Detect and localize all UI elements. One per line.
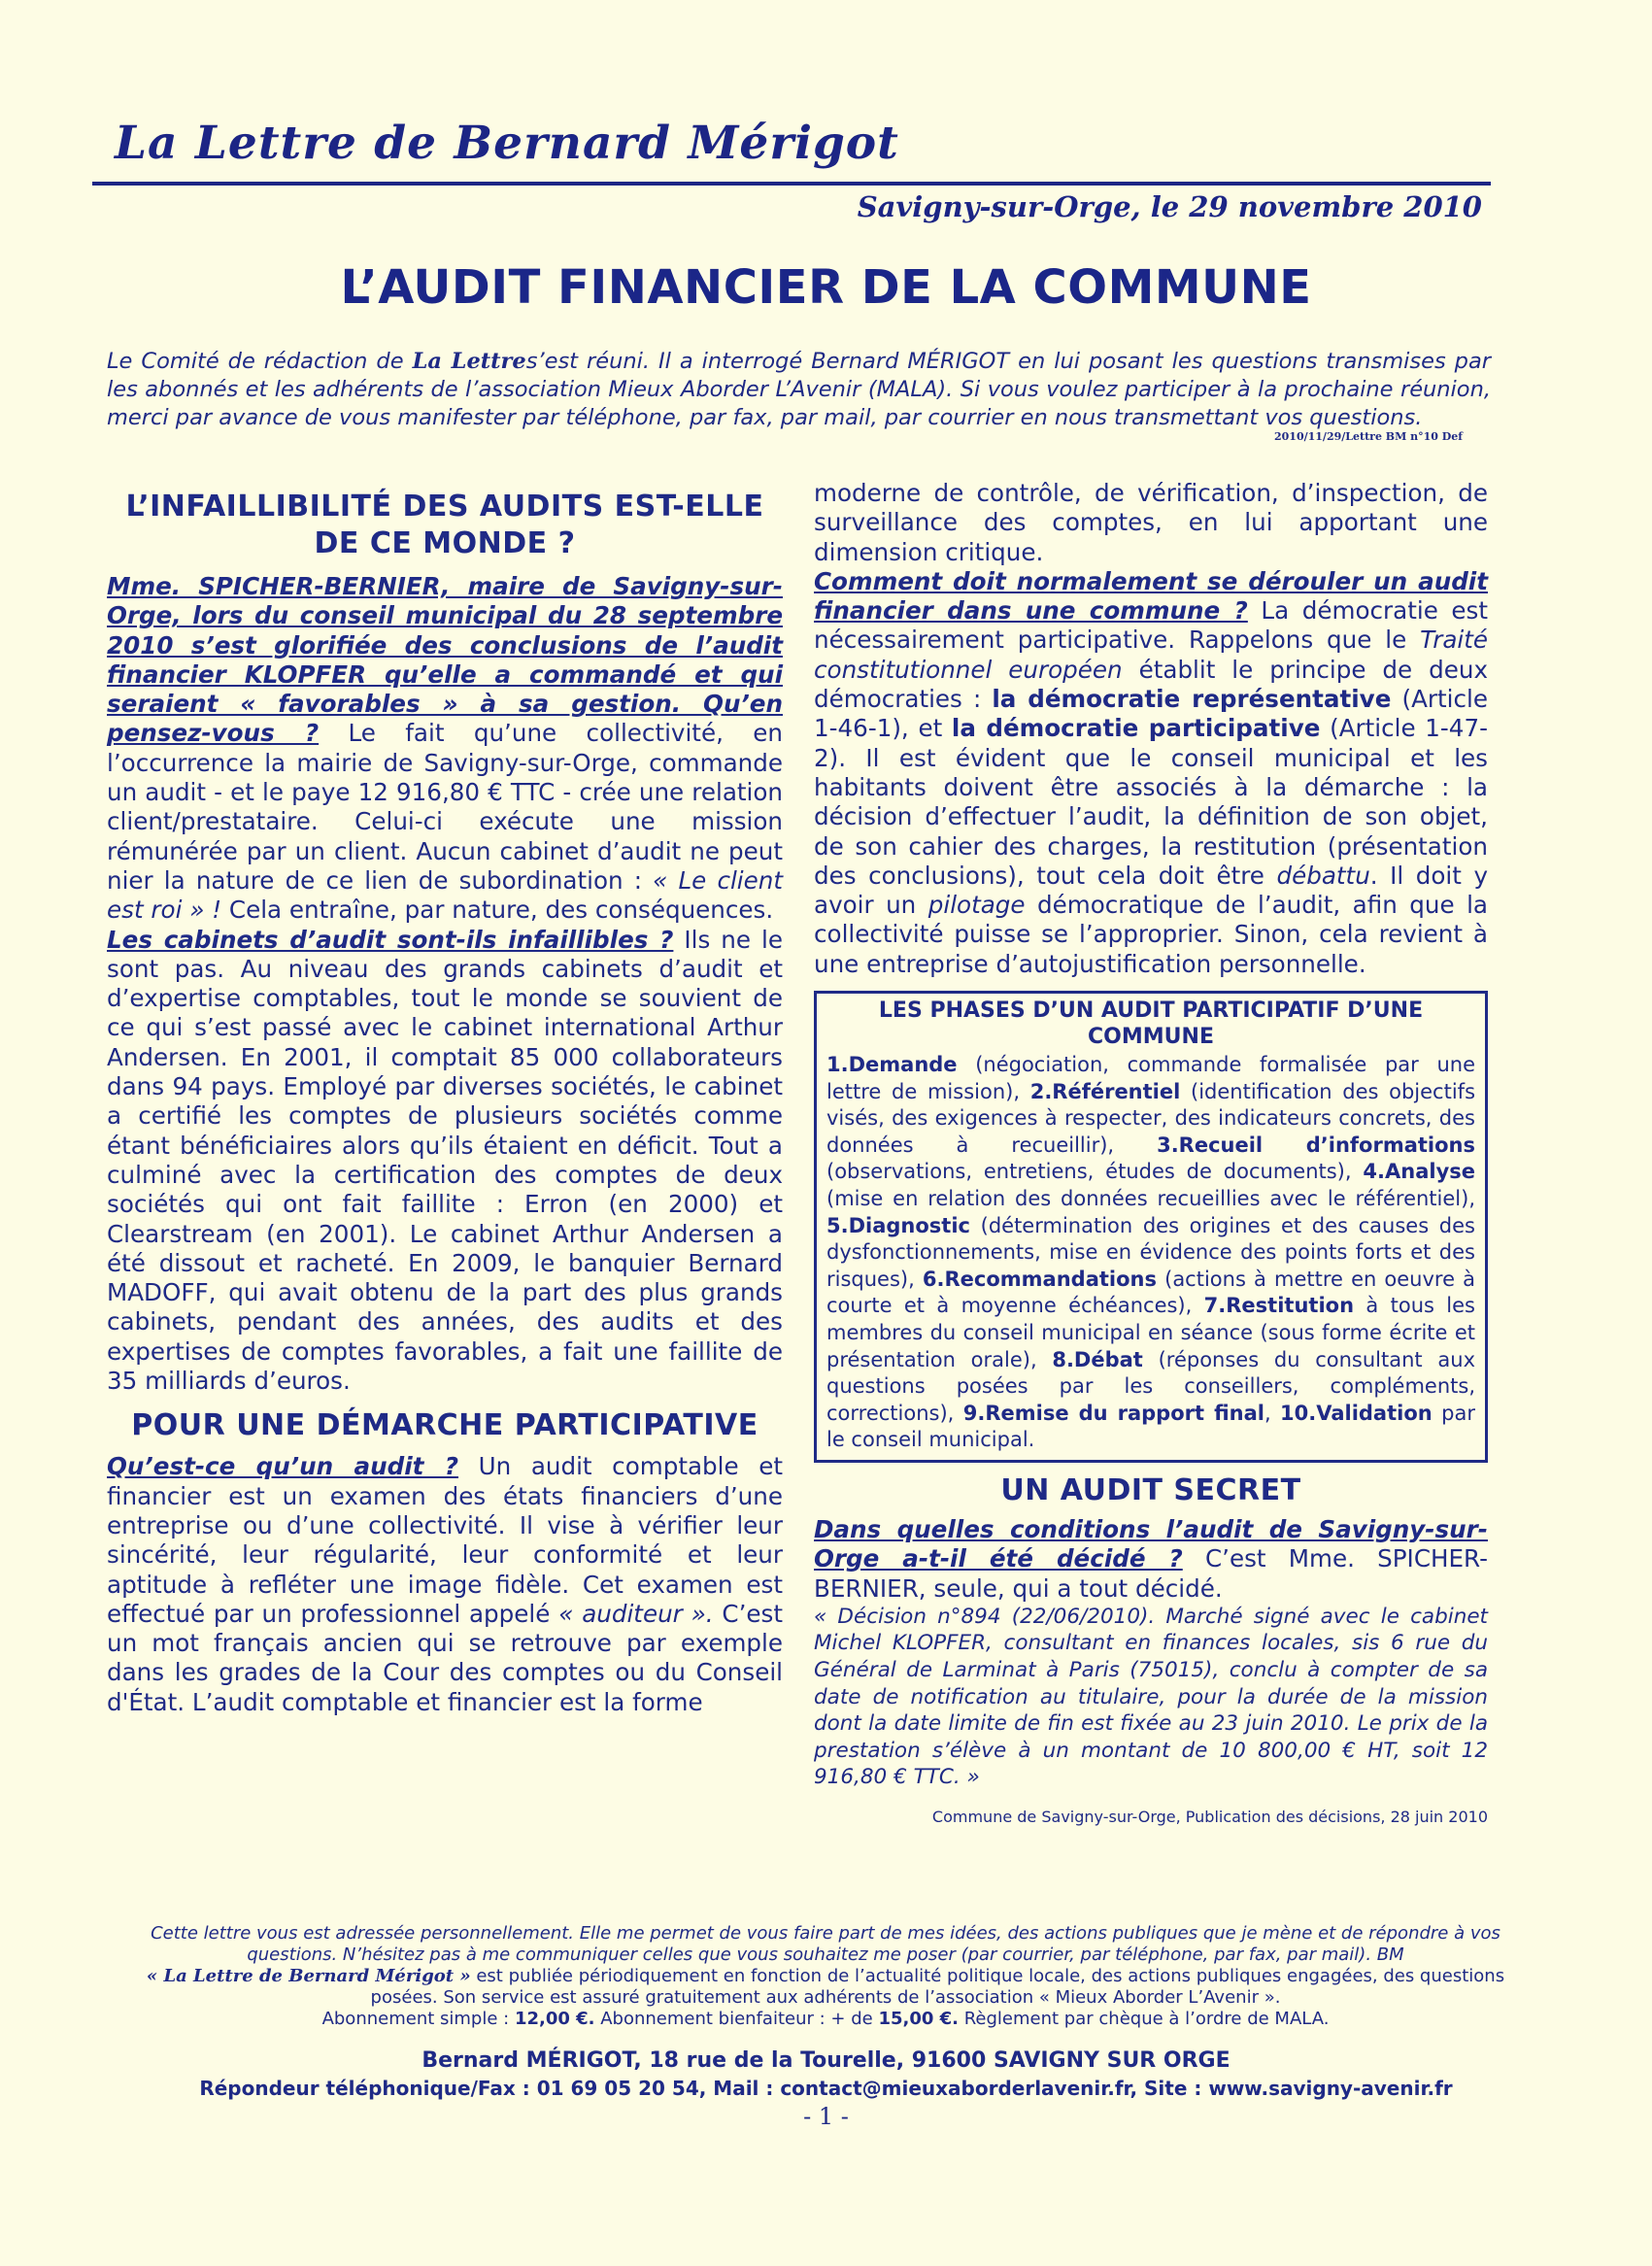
phase-label: 6.Recommandations [922,1267,1157,1291]
phases-box [814,991,1488,1463]
phase-text: à tous les membres du conseil municipal en séance (sous forme écrite et présentation orale), [826,1294,1475,1371]
intro-text-2: s’est réuni. Il a interrogé Bernard MÉRIGOT en lui posant les questions transmises par les abonnés et les adhérents de l’association Mieux Aborder L’Avenir (MALA). Si vous voulez participer à la prochaine réunion, merci par avance de vous manifester par téléphone, par fax, par mail, par courrier en nous transmettant vos questions. [107,349,1491,430]
question-4: Comment doit normalement se dérouler un audit financier dans une commune ? [814,566,1488,626]
answer-4a: La démocratie est nécessairement participative. Rappelons que le [814,596,1488,655]
answer-4-italic-2: débattu [1276,861,1370,890]
dateline: Savigny-sur-Orge, le 29 novembre 2010 [857,190,1482,223]
phase-label: 7.Restitution [1203,1294,1355,1318]
paragraph-q5 [814,1515,1488,1604]
phase-label: 1.Demande [826,1053,958,1077]
decision-quote: « Décision n°894 (22/06/2010). Marché signé avec le cabinet Michel KLOPFER, consultant en finances locales, sis 6 rue du Général de Larminat à Paris (75015), conclu à compter de sa date de notification au titulaire, pour la durée de la mission dont la date limite de fin est fixée au 23 juin 2010. Le prix de la prestation s’élève à un montant de 10 800,00 € HT, soit 12 916,80 € TTC. » [814,1604,1488,1790]
question-2: Les cabinets d’audit sont-ils infaillibles ? [107,925,674,954]
answer-1a: Le fait qu’une collectivité, en l’occurrence la mairie de Savigny-sur-Orge, commande un audit - et le paye 12 916,80 € TTC - crée une relation client/prestataire. Celui-ci exécute une mission rémunérée par un client. Aucun cabinet d’audit ne peut nier la nature de ce lien de subordination : [107,719,783,895]
question-3: Qu’est-ce qu’un audit ? [107,1452,459,1481]
answer-4-italic-3: pilotage [927,891,1026,920]
contact-block [0,2046,1652,2103]
phase-label: 10.Validation [1280,1401,1433,1425]
intro-paragraph [107,348,1491,432]
answer-4b: établit le principe de deux démocraties : [814,655,1489,714]
quote-source: Commune de Savigny-sur-Orge, Publication des décisions, 28 juin 2010 [931,1808,1488,1826]
footer-line-1: Cette lettre vous est adressée personnellement. Elle me permet de vous faire part de mes idées, des actions publiques que je mène et de répondre à vos questions. N’hésitez pas à me communiquer celles que vous souhaitez me poser (par courrier, par téléphone, par fax, par mail). BM [151,1923,1500,1965]
footer-sub-1: Abonnement simple : [321,2009,515,2029]
answer-1b: Cela entraîne, par nature, des conséquences. [221,896,774,925]
answer-4-bold-2: la démocratie participative [951,714,1321,743]
phase-text: , [1264,1401,1281,1425]
answer-4-italic-1: Traité constitutionnel européen [814,626,1488,684]
masthead-title: La Lettre de Bernard Mérigot [115,117,899,170]
phase-label: 8.Débat [1052,1347,1143,1371]
paragraph-q3 [107,1452,783,1717]
phase-label: 4.Analyse [1363,1160,1475,1184]
main-title: L’AUDIT FINANCIER DE LA COMMUNE [340,260,1312,315]
phase-text: (actions à mettre en oeuvre à courte et à moyenne échéances), [826,1267,1476,1318]
section-heading-participative: POUR UNE DÉMARCHE PARTICIPATIVE [131,1408,759,1443]
answer-4c: (Article 1-46-1), et [814,685,1488,743]
intro-brand: La Lettre [412,349,526,374]
footer-sub-2: Abonnement bienfaiteur : + de [594,2009,879,2029]
phases-box-title: LES PHASES D’UN AUDIT PARTICIPATIF D’UNE COMMUNE [878,998,1424,1050]
phase-text: par le conseil municipal. [826,1401,1475,1452]
left-column [107,489,783,1717]
phase-text: (négociation, commande formalisée par une lettre de mission), [826,1053,1475,1103]
phase-text: (mise en relation des données recueillies avec le référentiel), [826,1187,1475,1211]
question-1: Mme. SPICHER-BERNIER, maire de Savigny-sur-Orge, lors du conseil municipal du 28 septembre 2010 s’est glorifiée des conclusions de l’audit financier KLOPFER qu’elle a commandé et qui seraient « favorables » à sa gestion. Qu’en pensez-vous ? [107,572,783,748]
answer-5: C’est Mme. SPICHER-BERNIER, seule, qui a tout décidé. [814,1544,1488,1603]
paragraph-continuation: moderne de contrôle, de vérification, d’inspection, de surveillance des comptes, en lui apportant une dimension critique. [814,479,1488,566]
answer-4e: . Il doit y avoir un [814,861,1489,920]
footer-sub-3: Règlement par chèque à l’ordre de MALA. [959,2009,1330,2029]
page-number: - 1 - [803,2103,849,2130]
paragraph-q2 [107,926,783,1397]
phase-text: (réponses du consultant aux questions posées par les conseillers, compléments, corrections), [826,1347,1475,1425]
section-heading-secret: UN AUDIT SECRET [1000,1472,1301,1507]
answer-4f: démocratique de l’audit, afin que la collectivité puisse se l’approprier. Sinon, cela revient à une entreprise d’autojustification personnelle. [814,891,1488,978]
paragraph-q1 [107,572,783,926]
phase-label: 2.Référentiel [1029,1079,1181,1103]
answer-3a: Un audit comptable et financier est un examen des états financiers d’une entreprise ou d’une collectivité. Il vise à vérifier leur sincérité, leur régularité, leur conformité et leur aptitude à refléter une image fidèle. Cet examen est effectué par un professionnel appelé [107,1452,783,1628]
intro-text-1: Le Comité de rédaction de [107,349,413,374]
footer-price-2: 15,00 €. [878,2009,960,2029]
answer-4d: (Article 1-47-2). Il est évident que le conseil municipal et les habitants doivent être associés à la démarche : la décision d’effectuer l’audit, la définition de son objet, de son cahier des charges, la restitution (présentation des conclusions), tout cela doit être [814,714,1488,890]
phase-label: 5.Diagnostic [826,1213,970,1237]
answer-4-bold-1: la démocratie représentative [992,685,1392,714]
answer-3-italic: « auditeur ». [558,1599,714,1628]
phone-mail-site: Répondeur téléphonique/Fax : 01 69 05 20 54, Mail : contact@mieuxaborderlavenir.fr, Site : www.savigny-avenir.fr [199,2077,1453,2100]
phase-label: 9.Remise du rapport final [962,1401,1264,1425]
footer-price-1: 12,00 €. [514,2009,595,2029]
phase-text: (identification des objectifs visés, des exigences à respecter, des indicateurs concrets, des données à recueillir), [826,1079,1476,1157]
phases-list [826,1052,1475,1454]
question-5: Dans quelles conditions l’audit de Savigny-sur-Orge a-t-il été décidé ? [814,1514,1488,1573]
answer-2: Ils ne le sont pas. Au niveau des grands cabinets d’audit et d’expertise comptables, tout le monde se souvient de ce qui s’est passé avec le cabinet international Arthur Andersen. En 2001, il comptait 85 000 collaborateurs dans 94 pays. Employé par diverses sociétés, le cabinet a certifié les comptes de plusieurs sociétés comme étant bénéficiaires alors qu’ils étaient en déficit. Tout a culminé avec la certification des comptes de deux sociétés qui ont fait faillite : Erron (en 2000) et Clearstream (en 2001). Le cabinet Arthur Andersen a été dissout et racheté. En 2009, le banquier Bernard MADOFF, qui avait obtenu de la part des plus grands cabinets, pendant des années, des audits et des expertises de comptes favorables, a fait une faillite de 35 milliards d’euros. [107,925,783,1396]
phase-text: (observations, entretiens, études de documents), [826,1160,1364,1184]
right-column [814,479,1488,1832]
paragraph-q4 [814,567,1488,979]
phase-label: 3.Recueil d’informations [1157,1133,1475,1157]
phase-text: (détermination des origines et des causes des dysfonctionnements, mise en évidence des points forts et des risques), [826,1213,1475,1291]
document-reference: 2010/11/29/Lettre BM n°10 Def [1273,430,1463,443]
masthead-rule [92,182,1491,186]
footer-notice [117,1923,1534,2030]
footer-line-2: est publiée périodiquement en fonction de l’actualité politique locale, des actions publiques engagées, des questions posées. Son service est assuré gratuitement aux adhérents de l’association « Mieux Aborder L’Avenir ». [370,1966,1505,2008]
footer-brand: « La Lettre de Bernard Mérigot » [146,1966,471,1986]
postal-address: Bernard MÉRIGOT, 18 rue de la Tourelle, 91600 SAVIGNY SUR ORGE [421,2048,1231,2073]
section-heading-infaillibilite: L’INFAILLIBILITÉ DES AUDITS EST-ELLE DE CE MONDE ? [125,490,764,560]
answer-3b: C’est un mot français ancien qui se retrouve par exemple dans les grades de la Cour des comptes ou du Conseil d'État. L’audit comptable et financier est la forme [107,1599,783,1716]
answer-1-italic: « Le client est roi » ! [107,865,783,925]
